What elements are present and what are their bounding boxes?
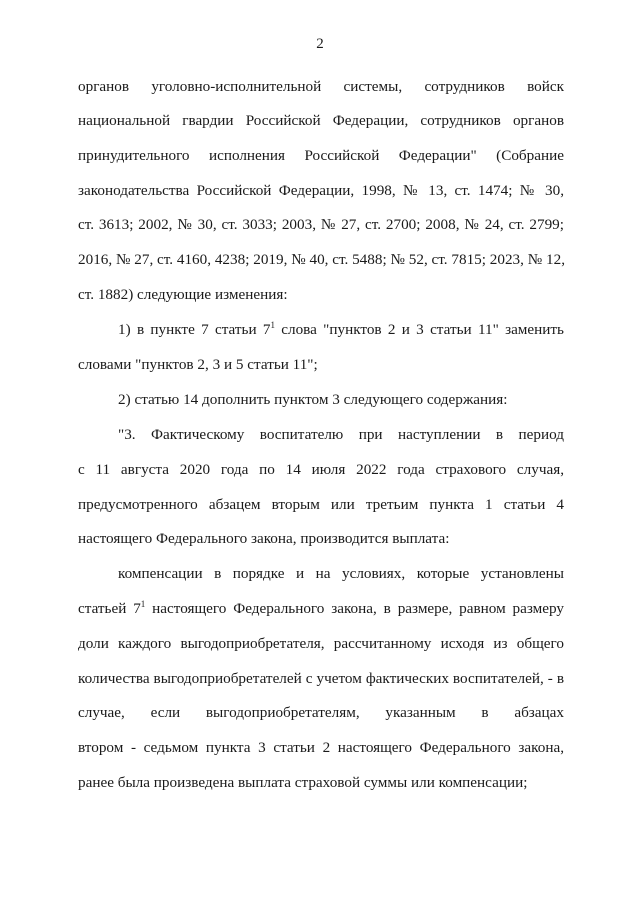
text-line: количества выгодоприобретателей с учетом фактических воспитателей, - в [78,670,564,687]
text-line: настоящего Федерального закона, производится выплата: [78,530,450,547]
superscript: 1 [270,320,275,330]
superscript: 1 [140,599,146,609]
text-line: законодательства Российской Федерации, 1998, № 13, ст. 1474; № 30, [78,182,564,199]
text-line: 2) статью 14 дополнить пунктом 3 следующего содержания: [118,391,508,408]
text-line: случае, если выгодоприобретателям, указанным в абзацах [78,704,564,721]
text-line: 2016, № 27, ст. 4160, 4238; 2019, № 40, ст. 5488; № 52, ст. 7815; 2023, № 12, [78,251,566,268]
text-line: словами "пунктов 2, 3 и 5 статьи 11"; [78,356,318,373]
text-line: втором - седьмом пункта 3 статьи 2 настоящего Федерального закона, [78,739,564,756]
text-line: ст. 3613; 2002, № 30, ст. 3033; 2003, № 27, ст. 2700; 2008, № 24, ст. 2799; [78,216,564,233]
text-line: предусмотренного абзацем вторым или третьим пункта 1 статьи 4 [78,496,564,513]
text-line: органов уголовно-исполнительной системы, сотрудников войск [78,78,564,95]
page-number: 2 [316,36,324,52]
text-line: "3. Фактическому воспитателю при наступлении в период [118,426,564,443]
text-line: ст. 1882) следующие изменения: [78,286,288,303]
text-line: с 11 августа 2020 года по 14 июля 2022 года страхового случая, [78,461,564,478]
text-line: 1) в пункте 7 статьи $7^1$ слова "пунктов 2 и 3 статьи 11" заменить [118,320,564,338]
text-line: ранее была произведена выплата страховой суммы или компенсации; [78,774,528,791]
text-line: национальной гвардии Российской Федерации, сотрудников органов [78,112,564,129]
text-line: принудительного исполнения Российской Федерации" (Собрание [78,147,564,164]
text-line: компенсации в порядке и на условиях, которые установлены [118,565,564,582]
text-line: доли каждого выгодоприобретателя, рассчитанному исходя из общего [78,635,564,652]
text-line: статьей $7^1$ настоящего Федерального закона, в размере, равном размеру [78,599,565,617]
